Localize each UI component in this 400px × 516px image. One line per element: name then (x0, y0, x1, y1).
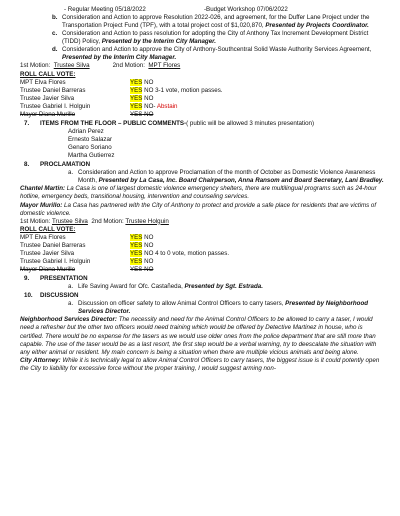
motion-line-1: 1st Motion: Trustee Silva 2nd Motion: MPT Flores (20, 62, 181, 70)
voter-name: Trustee Javier Silva (20, 94, 75, 102)
chantel-martin-comment: Chantel Martin: La Casa is one of largest domestic violence emergency shelters, there are multilingual programs such as 24-hour hotline, emergency beds, transitional housing, intervention and counseling services. (20, 185, 377, 201)
roll-call-vote-1: MPT Elva Flores YES NO Trustee Daniel Barreras YES NO 3-1 vote, motion passes. Trustee Javier Silva YES NO Trustee Gabriel I. Holguin YES NO- Abstain Mayor Diana Murillo YES NO (20, 78, 223, 118)
abstain-label: Abstain (156, 102, 178, 110)
voter-name: MPT Elva Flores (20, 233, 66, 241)
public-comment-speakers (68, 128, 386, 160)
agenda-item-6c: c. Consideration and Action to pass resolution for adopting the City of Anthony Tax Increment Development District (TIDD) Policy, Presented by the Interim City Manager. (52, 30, 369, 46)
list-item: Martha Gutierrez (68, 152, 115, 160)
voter-name: Trustee Gabriel I. Holguin (20, 102, 91, 110)
second-motion-value: MPT Flores (148, 62, 181, 70)
list-item: Genaro Soriano (68, 144, 112, 152)
section-7-heading: 7. ITEMS FROM THE FLOOR – PUBLIC COMMENTS-( public will be allowed 3 minutes presentation) (24, 119, 315, 127)
section-9-heading: 9. PRESENTATION (24, 275, 88, 283)
voter-name: Trustee Gabriel I. Holguin (20, 257, 91, 265)
section-8-heading: 8. PROCLAMATION (24, 161, 91, 169)
first-motion-value: Trustee Silva (52, 217, 88, 225)
presentation-item: a. Life Saving Award for Ofc. Castañeda, Presented by Sgt. Estrada. (68, 283, 263, 291)
voter-name: Trustee Daniel Barreras (20, 241, 86, 249)
list-item: Ernesto Salazar (68, 136, 113, 143)
agenda-item-6d: d. Consideration and Action to approve the City of Anthony-Southcentral Solid Waste Authority Services Agreement, Presented by the Interim City Manager. (52, 46, 372, 62)
nsd-comment: Neighborhood Services Director: The necessity and need for the Animal Control Officers to be allowed to carry a taser, I would need a refresher but the other two officers would need training which would be offered by Detective Martinez in house, who is certified. There would be no expense for the tasers as we would use older ones from the police department that are still more than capable. The use of the taser would be as a last resort, the first step would be a verbal warning, try to deescalate the situation with any either animal or resident. My main concern is being a situation when there are multiple vicious animals and being alone. (20, 316, 377, 356)
mayor-murillo-comment: Mayor Murillo: La Casa has partnered with the City of Anthony to protect and provide a safe place for residents that are victims of domestic violence. (20, 201, 377, 217)
regular-meeting-date: - Regular Meeting 05/18/2022 (64, 6, 146, 13)
roll-call-vote-2: MPT Elva Flores YES NO Trustee Daniel Barreras YES NO Trustee Javier Silva YES NO 4 to 0 vote, motion passes. Trustee Gabriel I. Holguin YES NO Mayor Diana Murillo YES NO (20, 233, 230, 273)
meeting-dates-line (64, 6, 386, 14)
voter-name: Trustee Daniel Barreras (20, 86, 86, 94)
proclamation-item: a. Consideration and Action to approve Proclamation of the month of October as Domestic Violence Awareness Month, Presented by La Casa, Inc. Board Chairperson, Anna Ransom and Board Secretary, Lani Bradley. (68, 169, 384, 185)
list-item: Adrian Perez (68, 127, 104, 135)
voter-name-struck: Mayor Diana Murillo (20, 110, 76, 118)
roll-call-heading-1: ROLL CALL VOTE: (20, 70, 76, 78)
roll-call-heading-2: ROLL CALL VOTE: (20, 225, 76, 233)
agenda-item-6b: b. Consideration and Action to approve Resolution 2022-026, and agreement, for the Duffer Lane Project under the Transportation Project Fund (TPF), with a total project cost of $1,020,870, Presented by Projects Coordinator. (52, 14, 370, 30)
budget-workshop-date: -Budget Workshop 07/06/2022 (204, 6, 288, 13)
first-motion-value: Trustee Silva (53, 62, 90, 70)
voter-name: MPT Elva Flores (20, 78, 66, 86)
voter-name-struck: Mayor Diana Murillo (20, 266, 76, 273)
discussion-item: a. Discussion on officer safety to allow Animal Control Officers to carry tasers, Presented by Neighborhood Services Director. (68, 300, 369, 316)
section-10-heading: 10. DISCUSSION (24, 292, 79, 300)
motion-line-2: 1st Motion: Trustee Silva 2nd Motion: Trustee Holguin (20, 217, 169, 225)
city-attorney-comment: City Attorney: While it is technically legal to allow Animal Control Officers to carry tasers, the biggest issue is it could potently open the City to liability for excessive force without the proper training, I would suggest arming non- (20, 356, 380, 372)
second-motion-value: Trustee Holguin (125, 217, 169, 225)
voter-name: Trustee Javier Silva (20, 249, 75, 257)
